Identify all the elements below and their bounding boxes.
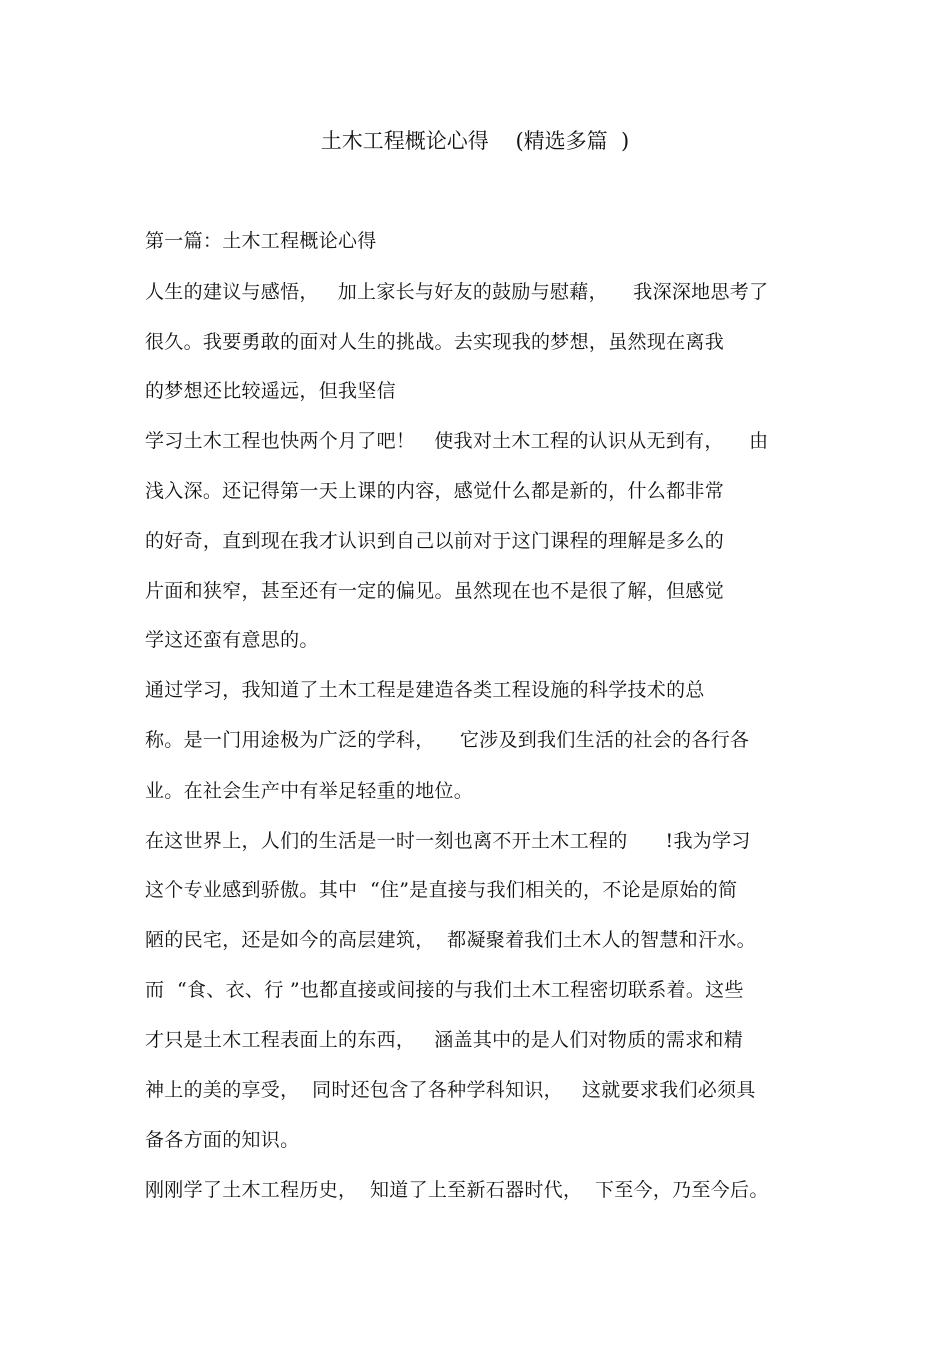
paragraph-line: 刚刚学了土木工程历史， 知道了上至新石器时代， 下至今，乃至今后。	[145, 1179, 769, 1201]
paragraph-line: 学这还蛮有意思的。	[145, 629, 319, 651]
paragraph-line: 很久。我要勇敢的面对人生的挑战。去实现我的梦想，虽然现在离我	[145, 331, 725, 353]
paragraph-line: 业。在社会生产中有举足轻重的地位。	[145, 780, 474, 802]
paragraph-line: 通过学习，我知道了土木工程是建造各类工程设施的科学技术的总	[145, 679, 705, 701]
paragraph-line: 人生的建议与感悟， 加上家长与好友的鼓励与慰藉， 我深深地思考了	[145, 281, 769, 303]
paragraph-line: 才只是土木工程表面上的东西， 涵盖其中的是人们对物质的需求和精	[145, 1029, 744, 1051]
paragraph-line: 学习土木工程也快两个月了吧！ 使我对土木工程的认识从无到有， 由	[145, 430, 769, 452]
paragraph-line: 片面和狭窄，甚至还有一定的偏见。虽然现在也不是很了解，但感觉	[145, 580, 725, 602]
paragraph-line: 的好奇，直到现在我才认识到自己以前对于这门课程的理解是多么的	[145, 530, 725, 552]
paragraph-line: 在这世界上，人们的生活是一时一刻也离不开土木工程的 !我为学习	[145, 830, 751, 852]
document-title: 土木工程概论心得 (精选多篇 )	[320, 129, 630, 153]
paragraph-line: 的梦想还比较遥远，但我坚信	[145, 380, 396, 402]
paragraph-line: 称。是一门用途极为广泛的学科， 它涉及到我们生活的社会的各行各	[145, 729, 750, 751]
section-heading: 第一篇：土木工程概论心得	[145, 230, 377, 252]
paragraph-line: 而 “食、衣、行 ”也都直接或间接的与我们土木工程密切联系着。这些	[145, 979, 744, 1001]
paragraph-line: 神上的美的享受， 同时还包含了各种学科知识， 这就要求我们必须具	[145, 1079, 756, 1101]
paragraph-line: 这个专业感到骄傲。其中 “住”是直接与我们相关的，不论是原始的简	[145, 879, 738, 901]
paragraph-line: 浅入深。还记得第一天上课的内容，感觉什么都是新的，什么都非常	[145, 480, 725, 502]
paragraph-line: 陋的民宅，还是如今的高层建筑， 都凝聚着我们土木人的智慧和汗水。	[145, 929, 756, 951]
paragraph-line: 备各方面的知识。	[145, 1129, 300, 1151]
